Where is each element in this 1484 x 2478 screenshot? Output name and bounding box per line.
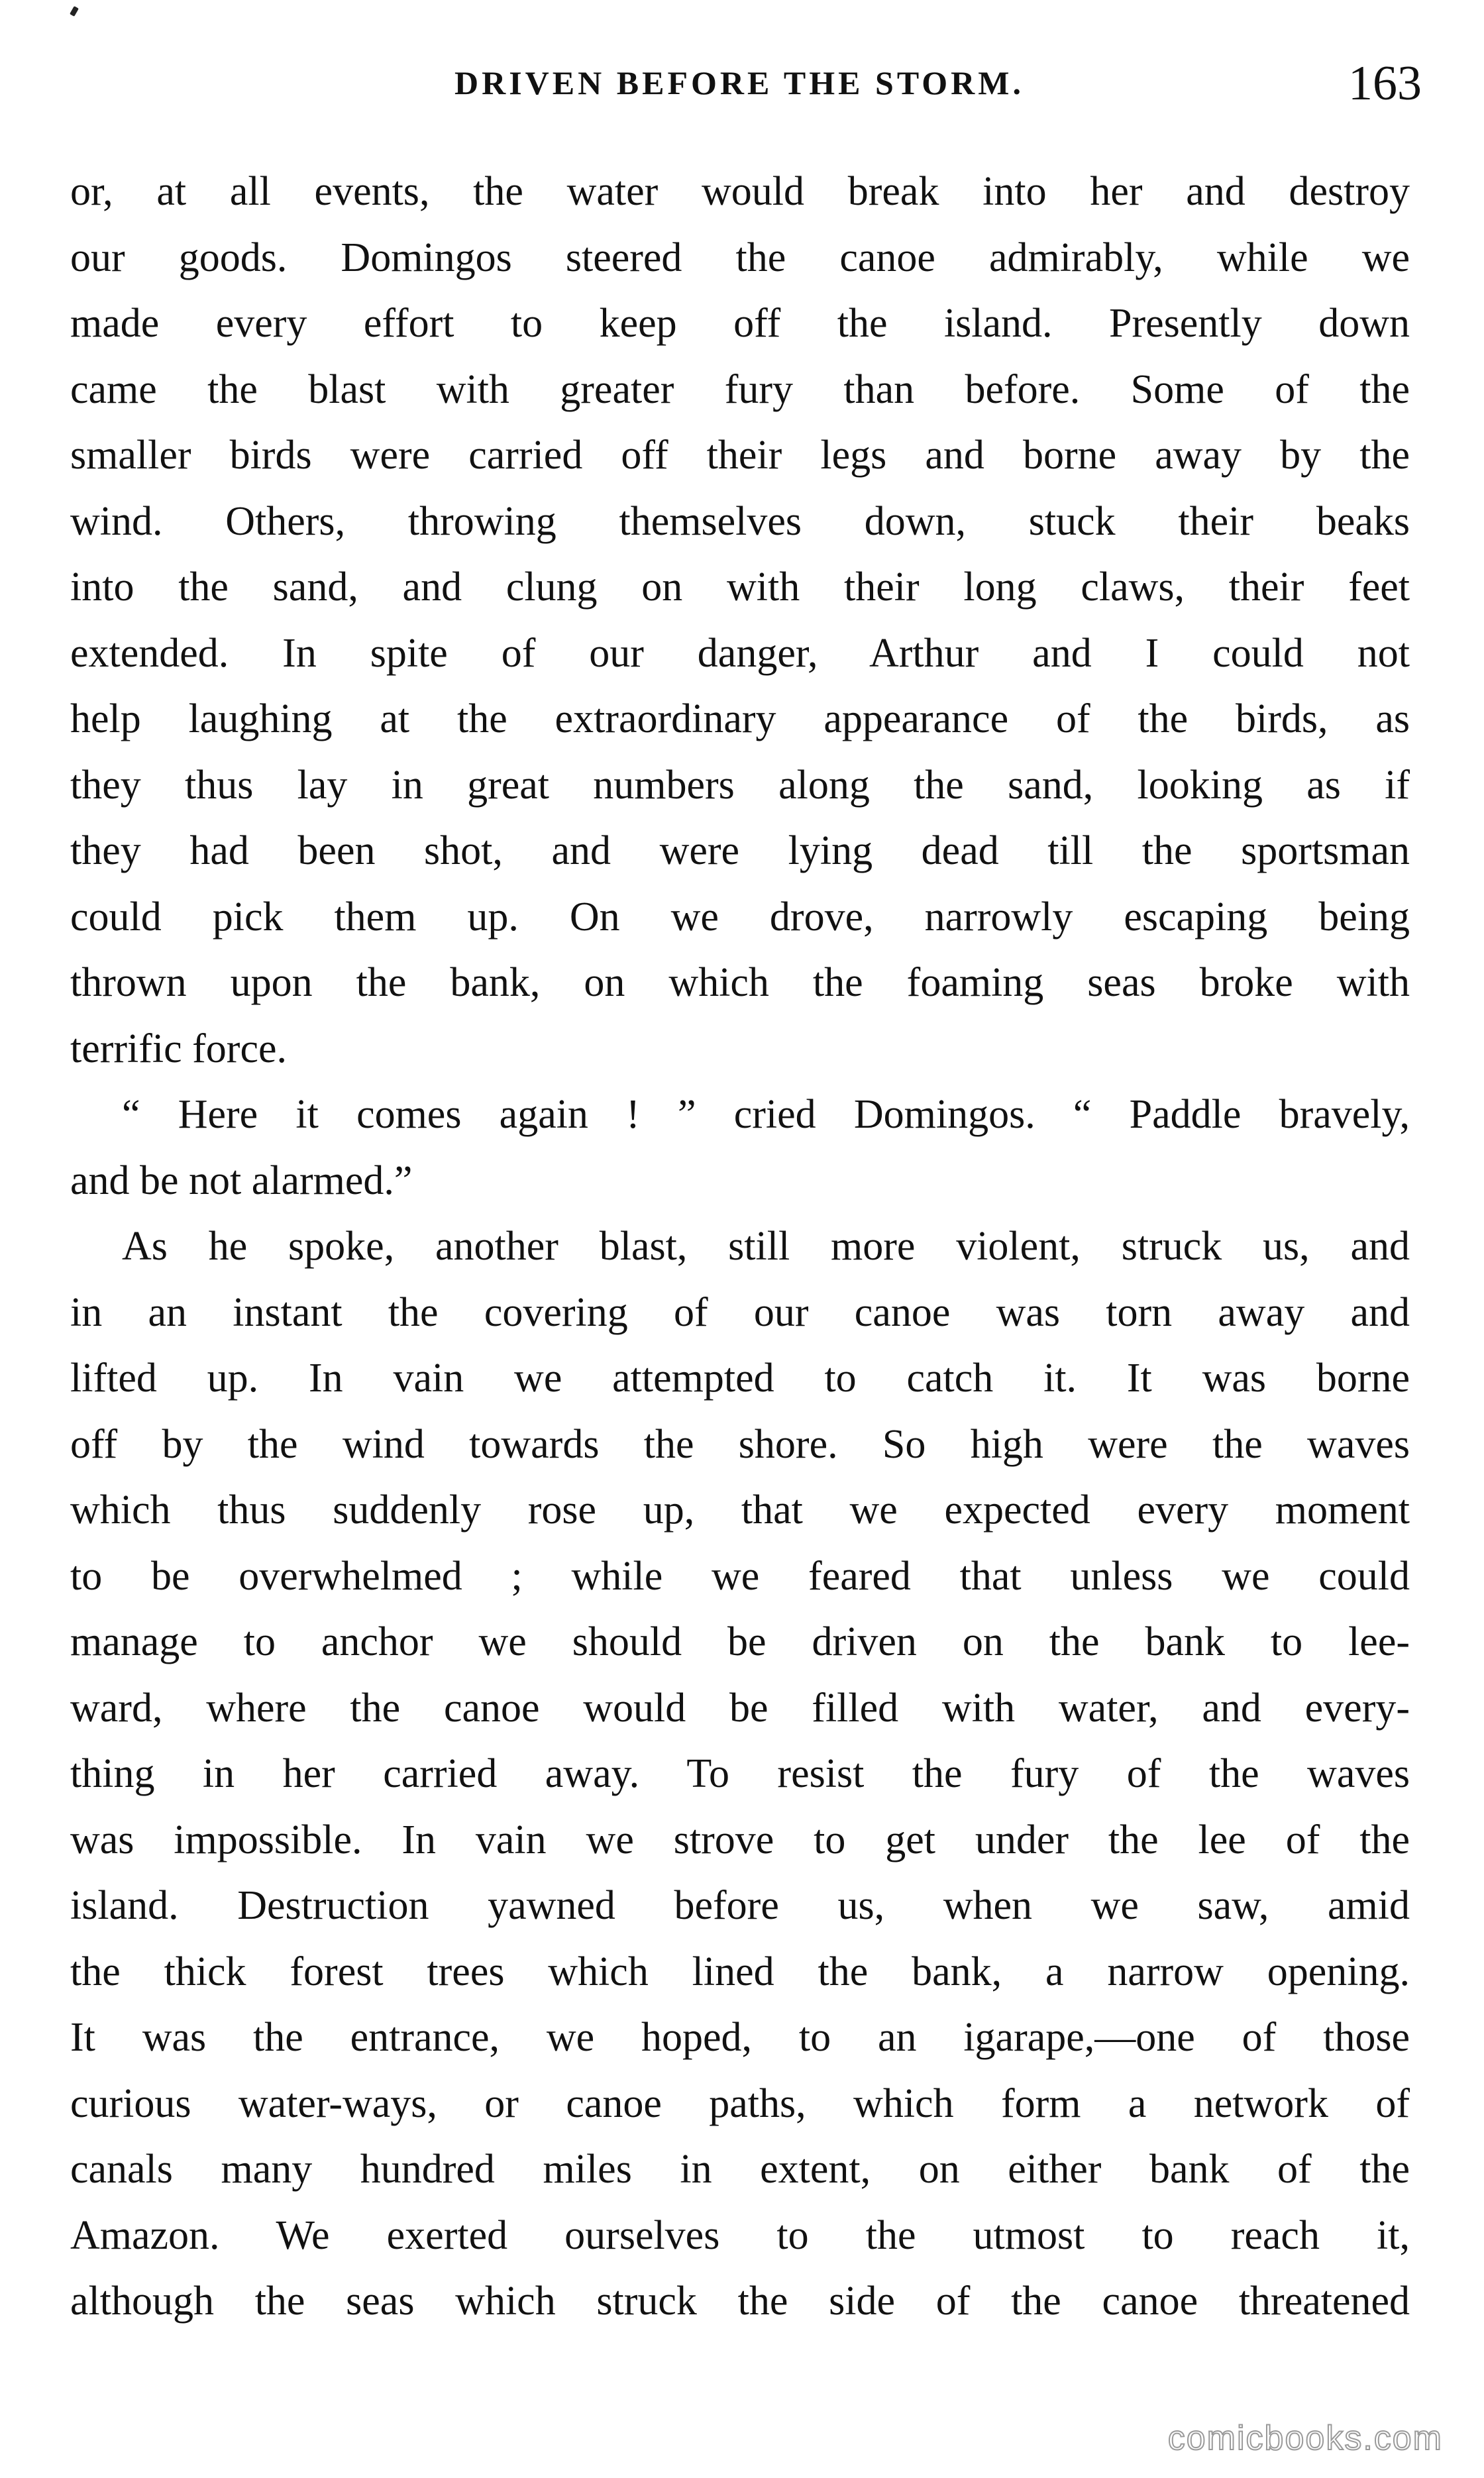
text-line: extended. In spite of our danger, Arthur and I could not	[70, 630, 1410, 676]
text-line: help laughing at the extraordinary appearance of the birds, as	[70, 696, 1410, 741]
text-line: or, at all events, the water would break into her and destroy	[70, 169, 1410, 214]
text-line: to be overwhelmed ; while we feared that unless we could	[70, 1553, 1410, 1599]
text-line: curious water-ways, or canoe paths, which form a network of	[70, 2080, 1410, 2126]
text-line: into the sand, and clung on with their long claws, their feet	[70, 565, 1410, 610]
text-line: made every effort to keep off the island. Presently down	[70, 301, 1410, 346]
text-line: manage to anchor we should be driven on the bank to lee-	[70, 1619, 1410, 1664]
text-line: was impossible. In vain we strove to get under the lee of the	[70, 1817, 1410, 1862]
text-line: and be not alarmed.”	[70, 1158, 413, 1203]
text-line: As he spoke, another blast, still more violent, struck us, and	[122, 1224, 1410, 1269]
text-line: terrific force.	[70, 1026, 287, 1071]
text-line: which thus suddenly rose up, that we expected every moment	[70, 1487, 1410, 1533]
text-line: thing in her carried away. To resist the fury of the waves	[70, 1751, 1410, 1796]
ink-speck	[70, 6, 79, 17]
text-line: island. Destruction yawned before us, when we saw, amid	[70, 1883, 1410, 1928]
text-line: ward, where the canoe would be filled with water, and every-	[70, 1685, 1410, 1731]
text-line: wind. Others, throwing themselves down, stuck their beaks	[70, 498, 1410, 544]
text-line: “ Here it comes again ! ” cried Domingos. “ Paddle bravely,	[122, 1092, 1410, 1137]
text-line: could pick them up. On we drove, narrowly escaping being	[70, 894, 1410, 940]
text-line: lifted up. In vain we attempted to catch it. It was borne	[70, 1356, 1410, 1401]
text-line: It was the entrance, we hoped, to an igarape,—one of those	[70, 2015, 1410, 2060]
text-line: Amazon. We exerted ourselves to the utmost to reach it,	[70, 2212, 1410, 2258]
text-line: thrown upon the bank, on which the foaming seas broke with	[70, 960, 1410, 1005]
body-text	[70, 159, 1410, 2335]
text-line: off by the wind towards the shore. So high were the waves	[70, 1421, 1410, 1467]
text-line: smaller birds were carried off their legs and borne away by the	[70, 433, 1410, 478]
text-line: the thick forest trees which lined the bank, a narrow opening.	[70, 1949, 1410, 1994]
text-line: although the seas which struck the side of the canoe threatened	[70, 2279, 1410, 2324]
text-line: in an instant the covering of our canoe was torn away and	[70, 1289, 1410, 1335]
page-number: 163	[1348, 56, 1422, 111]
text-line: canals many hundred miles in extent, on either bank of the	[70, 2147, 1410, 2192]
text-line: they thus lay in great numbers along the sand, looking as if	[70, 762, 1410, 808]
text-line: came the blast with greater fury than before. Some of the	[70, 366, 1410, 412]
running-head: DRIVEN BEFORE THE STORM.	[454, 64, 1024, 101]
watermark: comicbooks.com	[1167, 2419, 1443, 2457]
text-line: they had been shot, and were lying dead till the sportsman	[70, 828, 1410, 873]
text-line: our goods. Domingos steered the canoe admirably, while we	[70, 235, 1410, 280]
